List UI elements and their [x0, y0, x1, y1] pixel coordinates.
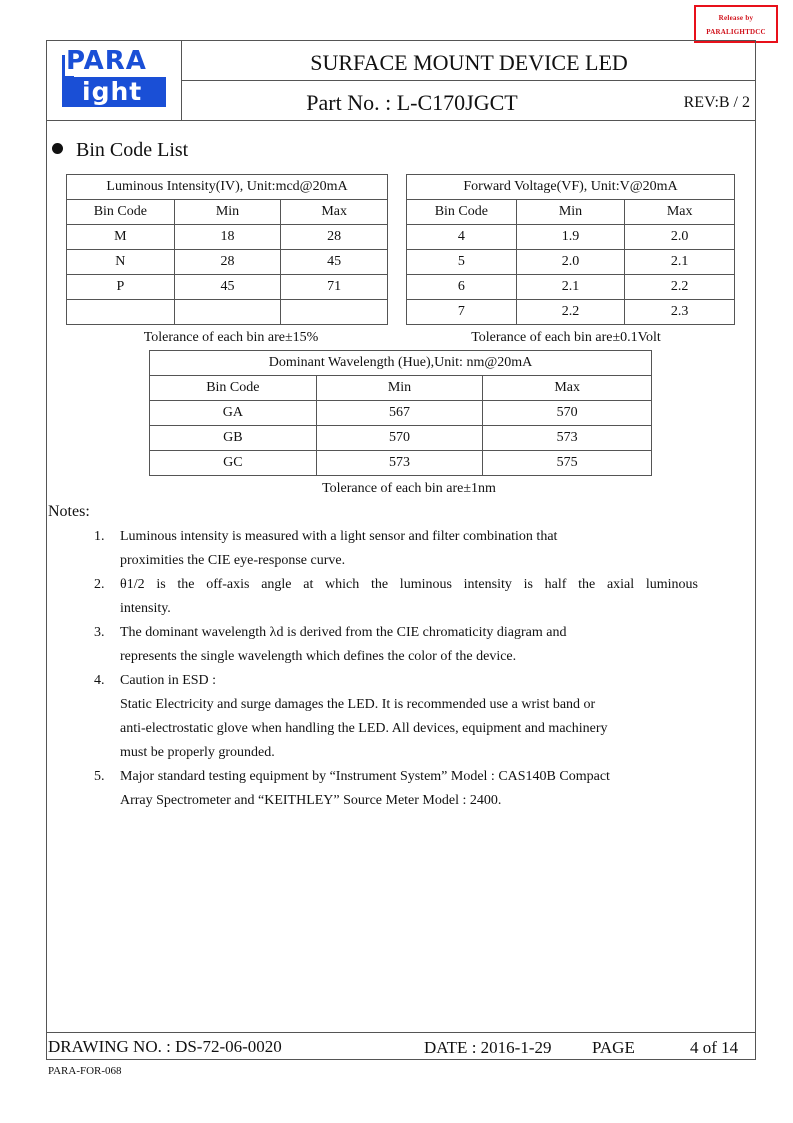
- logo-ight-text: ight: [76, 77, 166, 107]
- column-header: Max: [483, 376, 652, 401]
- column-header: Min: [174, 200, 281, 225]
- table-row: [407, 250, 735, 275]
- min-cell: 2.2: [516, 300, 625, 325]
- voltage-tolerance: Tolerance of each bin are±0.1Volt: [471, 330, 661, 345]
- max-cell: 2.0: [625, 225, 735, 250]
- page-label: PAGE: [592, 1038, 635, 1057]
- note-item: [94, 621, 698, 669]
- table-row: [407, 225, 735, 250]
- note-line: proximities the CIE eye-response curve.: [120, 553, 346, 568]
- table-row: [407, 275, 735, 300]
- note-number: 4.: [94, 673, 105, 688]
- bin-code-cell: 5: [407, 250, 517, 275]
- column-header: Bin Code: [407, 200, 517, 225]
- table-row: [150, 426, 652, 451]
- max-cell: 71: [281, 275, 388, 300]
- bin-code-cell: 4: [407, 225, 517, 250]
- note-line: Static Electricity and surge damages the LED. It is recommended use a wrist band or: [120, 697, 596, 712]
- table-row: [150, 401, 652, 426]
- min-cell: 573: [316, 451, 483, 476]
- note-line: Array Spectrometer and “KEITHLEY” Source Meter Model : 2400.: [120, 793, 502, 808]
- table-header-row: [67, 200, 388, 225]
- column-header: Max: [281, 200, 388, 225]
- column-header: Min: [516, 200, 625, 225]
- wavelength-tolerance: Tolerance of each bin are±1nm: [322, 481, 496, 496]
- bin-code-cell: GC: [150, 451, 317, 476]
- page-number: 4 of 14: [690, 1038, 739, 1057]
- bin-code-cell: P: [67, 275, 175, 300]
- table-row: [67, 250, 388, 275]
- section-title: Bin Code List: [76, 139, 189, 161]
- table-row: [150, 451, 652, 476]
- table-row: [67, 225, 388, 250]
- bin-code-cell: M: [67, 225, 175, 250]
- notes-label: Notes:: [48, 503, 90, 520]
- table-row: [67, 300, 388, 325]
- dominant-wavelength-table: [149, 350, 652, 476]
- drawing-number: DRAWING NO. : DS-72-06-0020: [48, 1037, 282, 1056]
- note-item: [94, 573, 698, 621]
- note-number: 1.: [94, 529, 105, 544]
- max-cell: 570: [483, 401, 652, 426]
- luminous-tolerance: Tolerance of each bin are±15%: [143, 330, 319, 345]
- note-line: Luminous intensity is measured with a light sensor and filter combination that: [120, 529, 558, 544]
- note-item: [94, 525, 698, 573]
- footer-bottom-border: [46, 1059, 756, 1060]
- note-line: θ1/2 is the off-axis angle at which the luminous intensity is half the axial luminous: [120, 577, 698, 592]
- max-cell: [281, 300, 388, 325]
- logo-para-text: PARA: [66, 46, 147, 76]
- bin-code-cell: 7: [407, 300, 517, 325]
- table-caption: Dominant Wavelength (Hue),Unit: nm@20mA: [150, 351, 652, 376]
- table-row: [67, 275, 388, 300]
- note-line: The dominant wavelength λd is derived from the CIE chromaticity diagram and: [120, 625, 567, 640]
- table-caption: Forward Voltage(VF), Unit:V@20mA: [407, 175, 735, 200]
- column-header: Min: [316, 376, 483, 401]
- note-number: 2.: [94, 577, 105, 592]
- note-line: Major standard testing equipment by “Instrument System” Model : CAS140B Compact: [120, 769, 610, 784]
- note-line: anti-electrostatic glove when handling the LED. All devices, equipment and machinery: [120, 721, 608, 736]
- max-cell: 2.1: [625, 250, 735, 275]
- bin-code-cell: [67, 300, 175, 325]
- note-line: Caution in ESD :: [120, 673, 217, 688]
- min-cell: 1.9: [516, 225, 625, 250]
- max-cell: 28: [281, 225, 388, 250]
- table-row: [407, 300, 735, 325]
- column-header: Bin Code: [150, 376, 317, 401]
- min-cell: 567: [316, 401, 483, 426]
- max-cell: 575: [483, 451, 652, 476]
- min-cell: 2.1: [516, 275, 625, 300]
- title-divider: [181, 80, 756, 81]
- bin-code-cell: N: [67, 250, 175, 275]
- table-caption: Luminous Intensity(IV), Unit:mcd@20mA: [67, 175, 388, 200]
- forward-voltage-table: [406, 174, 735, 325]
- footer-top-border: [46, 1032, 756, 1033]
- stamp-line2: PARALIGHTDCC: [706, 28, 766, 36]
- max-cell: 45: [281, 250, 388, 275]
- stamp-line1: Release by: [718, 14, 754, 22]
- note-item: [94, 669, 698, 765]
- release-stamp: [694, 5, 778, 43]
- min-cell: 2.0: [516, 250, 625, 275]
- max-cell: 573: [483, 426, 652, 451]
- notes-list: [94, 525, 698, 813]
- bullet-icon: [52, 143, 63, 154]
- max-cell: 2.2: [625, 275, 735, 300]
- note-number: 3.: [94, 625, 105, 640]
- min-cell: 18: [174, 225, 281, 250]
- note-line: represents the single wavelength which defines the color of the device.: [120, 649, 517, 664]
- min-cell: 45: [174, 275, 281, 300]
- document-title: SURFACE MOUNT DEVICE LED: [310, 50, 628, 75]
- document-date: DATE : 2016-1-29: [424, 1038, 552, 1057]
- form-code: PARA-FOR-068: [48, 1065, 122, 1077]
- note-number: 5.: [94, 769, 105, 784]
- note-line: intensity.: [120, 601, 171, 616]
- min-cell: 570: [316, 426, 483, 451]
- note-item: [94, 765, 698, 813]
- bin-code-cell: GB: [150, 426, 317, 451]
- min-cell: [174, 300, 281, 325]
- note-line: must be properly grounded.: [120, 745, 275, 760]
- paralight-logo: [62, 47, 166, 109]
- table-header-row: [150, 376, 652, 401]
- max-cell: 2.3: [625, 300, 735, 325]
- revision: REV:B / 2: [683, 94, 750, 111]
- part-number: Part No. : L-C170JGCT: [306, 90, 518, 115]
- bin-code-cell: 6: [407, 275, 517, 300]
- column-header: Max: [625, 200, 735, 225]
- bin-code-cell: GA: [150, 401, 317, 426]
- header-bottom-border: [46, 120, 756, 121]
- table-header-row: [407, 200, 735, 225]
- column-header: Bin Code: [67, 200, 175, 225]
- min-cell: 28: [174, 250, 281, 275]
- luminous-intensity-table: [66, 174, 388, 325]
- frame-top-border: [46, 40, 756, 41]
